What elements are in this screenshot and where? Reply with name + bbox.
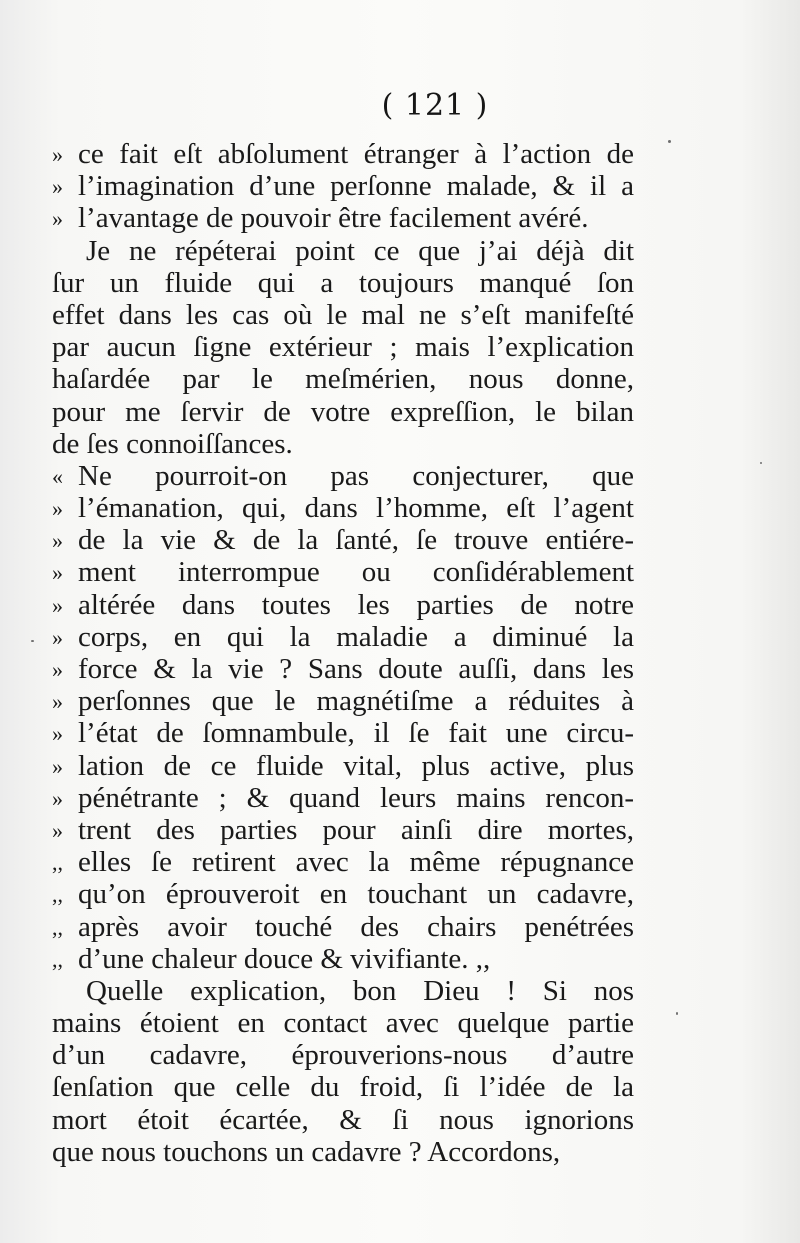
quotation-mark: » — [52, 721, 63, 747]
line-text: trent des parties pour ainſi dire mortes, — [78, 813, 634, 846]
text-line — [52, 428, 634, 460]
page-number: ( 121 ) — [381, 88, 489, 123]
scan-speck — [31, 640, 34, 642]
quotation-mark: ,, — [52, 914, 63, 940]
text-line — [52, 331, 634, 363]
line-text: l’imagination d’une perſonne malade, & il a — [78, 170, 634, 203]
text-line — [52, 1039, 634, 1071]
body-text — [52, 138, 634, 1168]
line-text: mort étoit écartée, & ſi nous ignorions — [52, 1103, 634, 1136]
scan-speck — [668, 140, 671, 143]
line-text: ſur un fluide qui a toujours manqué ſon — [52, 266, 634, 299]
quotation-mark: » — [52, 657, 63, 682]
line-text: de ſes connoiſſances. — [52, 427, 293, 460]
quotation-mark: » — [52, 174, 63, 200]
text-line — [52, 235, 634, 267]
line-text: pénétrante ; & quand leurs mains rencon- — [78, 781, 634, 814]
quotation-mark: » — [52, 496, 63, 522]
quotation-mark: » — [52, 753, 63, 779]
quotation-mark: » — [52, 785, 63, 811]
quotation-mark: » — [52, 560, 63, 586]
text-line — [52, 750, 634, 782]
text-line — [52, 170, 634, 202]
line-text: ment interrompue ou conſidérablement — [78, 556, 634, 589]
quotation-mark: ,, — [52, 882, 63, 908]
text-line — [52, 138, 634, 170]
line-text: l’avantage de pouvoir être facilement avéré. — [78, 202, 589, 235]
scan-speck — [760, 462, 762, 464]
text-line — [52, 653, 634, 685]
text-line — [52, 782, 634, 814]
line-text: de la vie & de la ſanté, ſe trouve entiére- — [78, 524, 634, 557]
line-text: ſenſation que celle du froid, ſi l’idée de la — [52, 1071, 634, 1104]
line-text: après avoir touché des chairs penétrées — [78, 910, 634, 943]
quotation-mark: » — [52, 592, 63, 618]
text-line — [52, 202, 634, 234]
quotation-mark: » — [52, 624, 63, 650]
quotation-mark: « — [52, 463, 63, 489]
line-text: d’une chaleur douce & vivifiante. ,, — [78, 942, 491, 975]
text-line — [52, 267, 634, 299]
quotation-mark: » — [52, 142, 63, 167]
line-text: qu’on éprouveroit en touchant un cadavre, — [78, 878, 634, 911]
text-line — [52, 492, 634, 524]
line-text: l’émanation, qui, dans l’homme, eſt l’agent — [78, 492, 634, 525]
line-text: d’un cadavre, éprouverions-nous d’autre — [52, 1039, 634, 1072]
text-line — [52, 524, 634, 556]
text-line — [52, 1007, 634, 1039]
text-line — [52, 396, 634, 428]
quotation-mark: » — [52, 206, 63, 232]
text-line — [52, 363, 634, 395]
line-text: altérée dans toutes les parties de notre — [78, 588, 634, 621]
line-text: Quelle explication, bon Dieu ! Si nos — [86, 974, 634, 1007]
line-text: Je ne répéterai point ce que j’ai déjà dit — [86, 234, 634, 267]
text-line — [52, 943, 634, 975]
quotation-mark: ,, — [52, 946, 63, 972]
text-line — [52, 621, 634, 653]
text-line — [52, 556, 634, 588]
line-text: Ne pourroit-on pas conjecturer, que — [78, 459, 634, 492]
line-text: lation de ce fluide vital, plus active, plus — [78, 749, 634, 782]
text-line — [52, 299, 634, 331]
text-line — [52, 717, 634, 749]
line-text: ce fait eſt abſolument étranger à l’action de — [78, 138, 634, 170]
text-line — [52, 846, 634, 878]
quotation-mark: » — [52, 689, 63, 715]
line-text: par aucun ſigne extérieur ; mais l’explication — [52, 331, 634, 364]
quotation-mark: ,, — [52, 850, 63, 876]
line-text: force & la vie ? Sans doute auſſi, dans les — [78, 653, 634, 685]
text-line — [52, 911, 634, 943]
line-text: mains étoient en contact avec quelque partie — [52, 1007, 634, 1040]
text-line — [52, 589, 634, 621]
text-line — [52, 460, 634, 492]
text-line — [52, 1071, 634, 1103]
text-line — [52, 1104, 634, 1136]
text-line — [52, 814, 634, 846]
line-text: haſardée par le meſmérien, nous donne, — [52, 363, 634, 396]
line-text: l’état de ſomnambule, il ſe fait une circu- — [78, 717, 634, 750]
text-line — [52, 685, 634, 717]
text-line — [52, 975, 634, 1007]
quotation-mark: » — [52, 817, 63, 843]
line-text: que nous touchons un cadavre ? Accordons, — [52, 1135, 561, 1168]
line-text: pour me ſervir de votre expreſſion, le bilan — [52, 395, 634, 428]
line-text: effet dans les cas où le mal ne s’eſt manifeſté — [52, 298, 634, 331]
text-line — [52, 1136, 634, 1168]
line-text: perſonnes que le magnétiſme a réduites à — [78, 685, 634, 718]
scan-speck — [676, 1012, 678, 1015]
line-text: elles ſe retirent avec la même répugnance — [78, 846, 634, 879]
line-text: corps, en qui la maladie a diminué la — [78, 620, 634, 653]
text-line — [52, 878, 634, 910]
quotation-mark: » — [52, 528, 63, 554]
